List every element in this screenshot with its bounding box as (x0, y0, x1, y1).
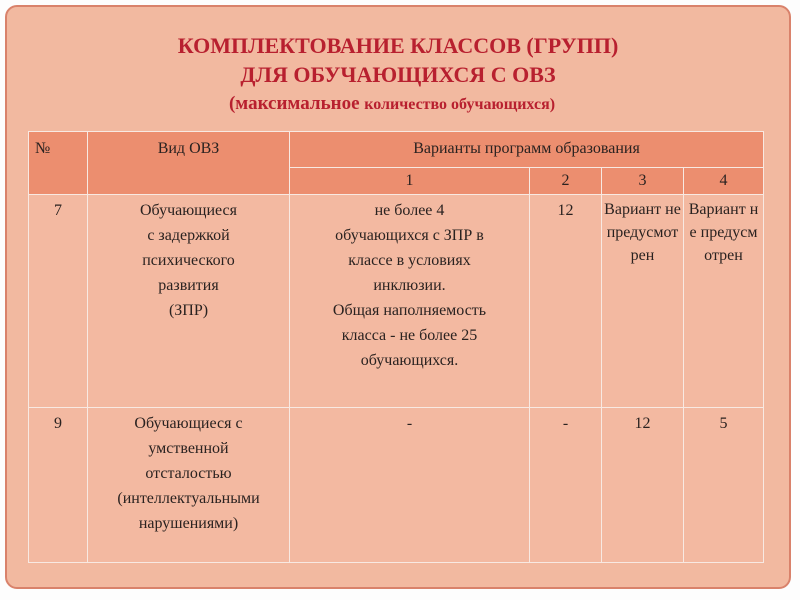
row-variant-1-line: обучающихся. (360, 352, 459, 369)
row-variant-4: 5 (684, 408, 764, 563)
row-variant-1-line: инклюзии. (373, 277, 446, 294)
row-type-line: (интеллектуальными (117, 490, 260, 507)
row-variant-1-line: классе в условиях (348, 252, 471, 269)
header-variant-3: 3 (602, 168, 684, 195)
header-variant-2: 2 (530, 168, 602, 195)
header-programs: Варианты программ образования (290, 132, 764, 168)
title-line-3-b: количество обучающихся) (364, 96, 556, 113)
row-variant-3: Вариант не предусмотрен (602, 195, 684, 408)
slide-title (7, 31, 789, 120)
header-variant-4: 4 (684, 168, 764, 195)
table-row (29, 195, 764, 408)
row-type (88, 408, 290, 563)
row-type-line: умственной (148, 440, 229, 457)
row-variant-1-line: класса - не более 25 (341, 327, 478, 344)
row-type-line: (ЗПР) (168, 302, 209, 319)
header-type: Вид ОВЗ (88, 132, 290, 195)
row-variant-1-line: обучающихся с ЗПР в (335, 227, 484, 244)
row-type-line: Обучающиеся с (134, 415, 243, 432)
row-num: 7 (29, 195, 88, 408)
row-variant-3: 12 (602, 408, 684, 563)
row-type-line: с задержкой (147, 227, 230, 244)
row-variant-1-line: не более 4 (374, 202, 445, 219)
header-row-1 (29, 132, 764, 168)
row-variant-1: - (290, 408, 530, 563)
title-line-1: КОМПЛЕКТОВАНИЕ КЛАССОВ (ГРУПП) (177, 33, 619, 58)
table-row (29, 408, 764, 563)
row-type-line: психического (142, 252, 235, 269)
row-type-line: Обучающиеся (139, 202, 238, 219)
row-variant-1-line: Общая наполняемость (332, 302, 487, 319)
row-type-line: развития (158, 277, 219, 294)
classes-table (28, 131, 764, 563)
row-variant-2: 12 (530, 195, 602, 408)
row-variant-1 (290, 195, 530, 408)
title-line-2: ДЛЯ ОБУЧАЮЩИХСЯ С ОВЗ (240, 62, 556, 87)
row-num: 9 (29, 408, 88, 563)
header-num: № (29, 132, 88, 195)
row-type (88, 195, 290, 408)
row-variant-2: - (530, 408, 602, 563)
row-variant-4: Вариант не предусмотрен (684, 195, 764, 408)
row-type-line: нарушениями) (138, 515, 239, 532)
title-line-3 (0, 89, 789, 120)
row-type-line: отсталостью (145, 465, 232, 482)
title-line-3-a: (максимальное (228, 93, 365, 114)
header-variant-1: 1 (290, 168, 530, 195)
